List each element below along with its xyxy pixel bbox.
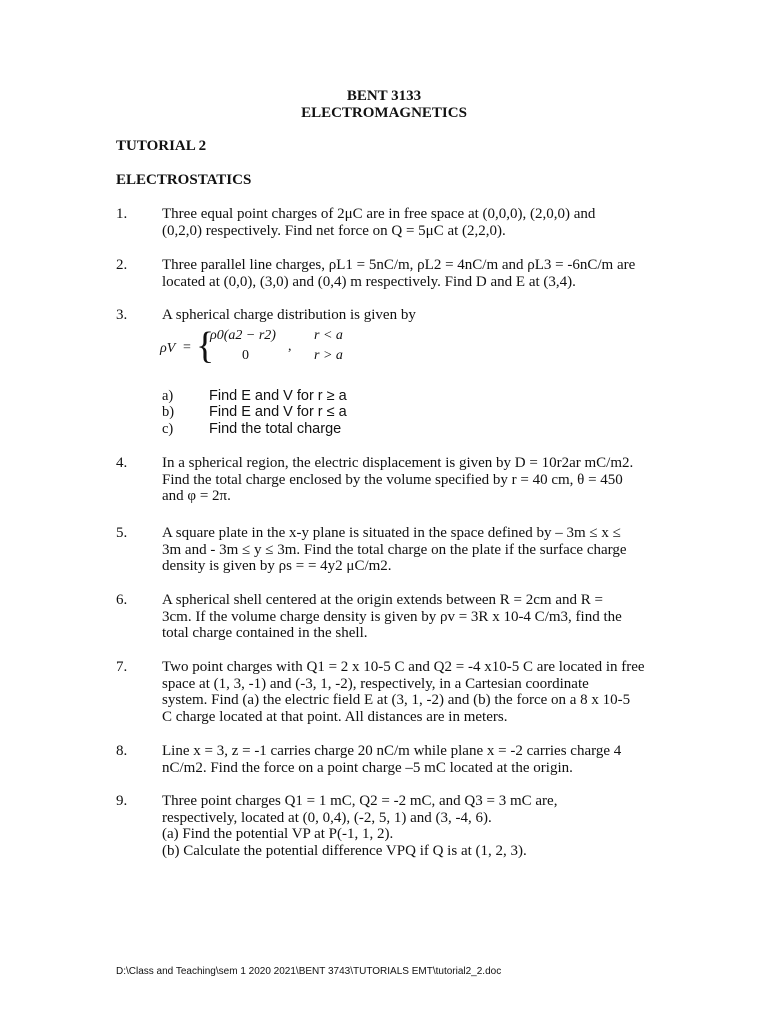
subpart-label: c) [162, 421, 174, 437]
question-text [162, 793, 652, 859]
question-text [162, 455, 652, 505]
question-number: 4. [116, 455, 128, 471]
equation-case-1: ρ0(a2 − r2) [210, 328, 276, 343]
question-text [162, 206, 652, 239]
question-text [162, 743, 652, 776]
question-line: A spherical charge distribution is given by [162, 307, 416, 323]
subpart-label: b) [162, 404, 175, 420]
question-line: total charge contained in the shell. [162, 625, 368, 641]
tutorial-title: TUTORIAL 2 [116, 138, 207, 154]
equation-lhs: ρV [160, 341, 176, 356]
course-name: ELECTROMAGNETICS [301, 105, 467, 121]
question-line: A spherical shell centered at the origin extends between R = 2cm and R = [162, 592, 603, 608]
subpart-label: a) [162, 388, 174, 404]
section-title: ELECTROSTATICS [116, 172, 252, 188]
question-text [162, 525, 652, 575]
subpart-text: Find the total charge [209, 421, 342, 437]
question-line: system. Find (a) the electric field E at (3, 1, -2) and (b) the force on a 8 x 10-5 [162, 692, 631, 708]
subpart-text: Find E and V for r ≤ a [209, 404, 347, 420]
question-line: In a spherical region, the electric displacement is given by D = 10r2ar mC/m2. [162, 455, 634, 471]
question-number: 9. [116, 793, 128, 809]
equation-case-2: 0 [242, 348, 249, 363]
question-line: and φ = 2π. [162, 488, 231, 504]
equation-condition-1: r < a [314, 328, 343, 343]
question-number: 2. [116, 257, 128, 273]
question-line: A square plate in the x-y plane is situated in the space defined by – 3m ≤ x ≤ [162, 525, 621, 541]
question-line: space at (1, 3, -1) and (-3, 1, -2), respectively, in a Cartesian coordinate [162, 675, 589, 692]
equation-comma: , [288, 339, 292, 354]
question-number: 3. [116, 307, 128, 323]
charge-distribution-equation [160, 325, 390, 372]
equals-sign: = [183, 340, 191, 355]
question-number: 1. [116, 206, 128, 222]
question-line: respectively, located at (0, 0,4), (-2, 5, 1) and (3, -4, 6). [162, 809, 492, 826]
question-number: 6. [116, 592, 128, 608]
question-line: (b) Calculate the potential difference VPQ if Q is at (1, 2, 3). [162, 842, 527, 859]
question-text [162, 257, 652, 290]
question-text [162, 307, 652, 324]
file-path-footer: D:\Class and Teaching\sem 1 2020 2021\BENT 3743\TUTORIALS EMT\tutorial2_2.doc [116, 966, 502, 977]
question-line: Line x = 3, z = -1 carries charge 20 nC/m while plane x = -2 carries charge 4 [162, 743, 622, 759]
course-code: BENT 3133 [346, 88, 422, 104]
question-line: C charge located at that point. All distances are in meters. [162, 708, 508, 725]
subpart-text: Find E and V for r ≥ a [209, 388, 347, 404]
question-line: nC/m2. Find the force on a point charge –5 mC located at the origin. [162, 759, 573, 776]
question-number: 8. [116, 743, 128, 759]
question-line: (a) Find the potential VP at P(-1, 1, 2). [162, 826, 394, 842]
question-line: 3cm. If the volume charge density is given by ρv = 3R x 10-4 C/m3, find the [162, 608, 622, 625]
question-line: Three parallel line charges, ρL1 = 5nC/m, ρL2 = 4nC/m and ρL3 = -6nC/m are [162, 257, 636, 273]
question-line: Three equal point charges of 2μC are in free space at (0,0,0), (2,0,0) and [162, 206, 596, 222]
question-line: Find the total charge enclosed by the volume specified by r = 40 cm, θ = 450 [162, 471, 623, 488]
question-number: 5. [116, 525, 128, 541]
question-line: located at (0,0), (3,0) and (0,4) m respectively. Find D and E at (3,4). [162, 273, 576, 290]
question-line: density is given by ρs = = 4y2 μC/m2. [162, 558, 392, 574]
left-brace-icon: { [196, 325, 215, 367]
equation-condition-2: r > a [314, 348, 343, 363]
question-text [162, 592, 652, 642]
question-line: Two point charges with Q1 = 2 x 10-5 C and Q2 = -4 x10-5 C are located in free [162, 659, 645, 675]
question-line: (0,2,0) respectively. Find net force on Q = 5μC at (2,2,0). [162, 222, 506, 239]
question-text [162, 659, 652, 725]
question-number: 7. [116, 659, 128, 675]
question-line: Three point charges Q1 = 1 mC, Q2 = -2 mC, and Q3 = 3 mC are, [162, 793, 558, 809]
question-line: 3m and - 3m ≤ y ≤ 3m. Find the total charge on the plate if the surface charge [162, 541, 627, 558]
